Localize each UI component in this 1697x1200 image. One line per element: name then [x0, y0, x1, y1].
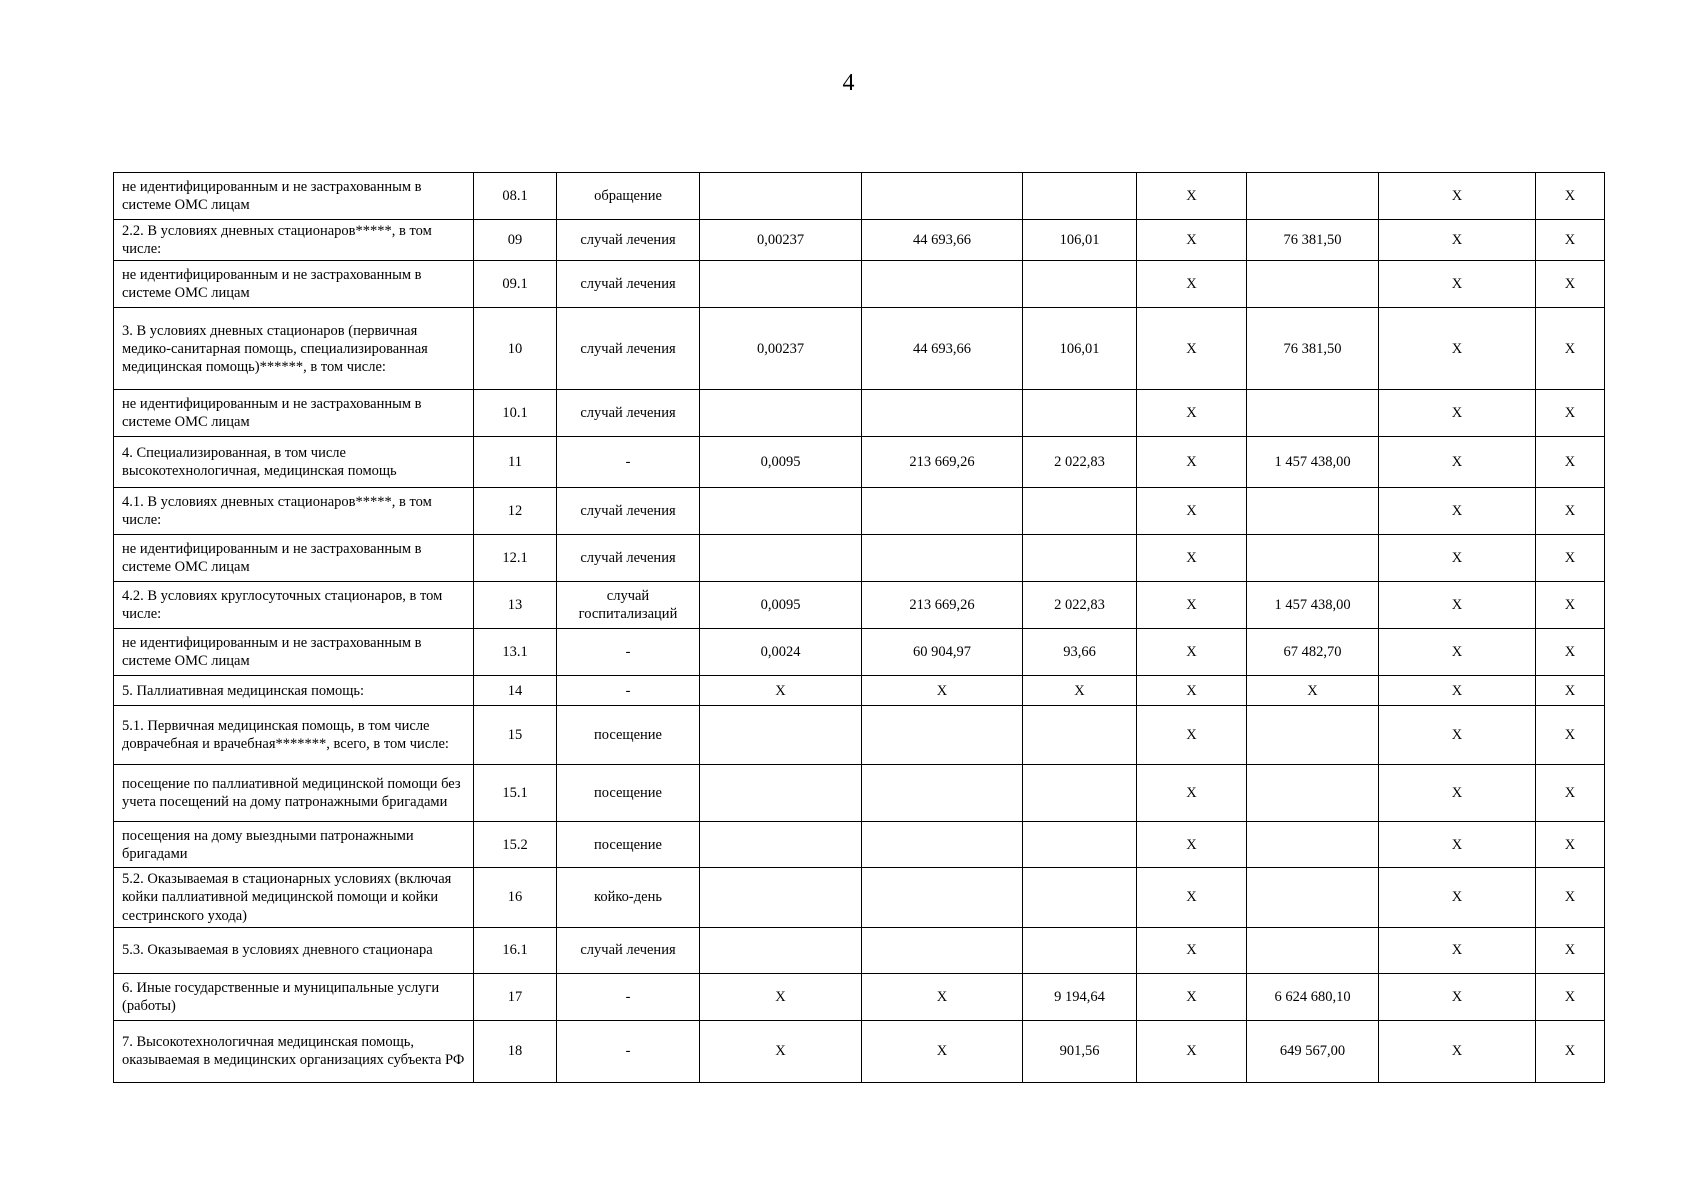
row-cost-cell	[862, 173, 1023, 220]
row-norm-cell	[700, 706, 862, 765]
row-per-capita-cell	[1023, 488, 1137, 535]
row-x-cell: X	[1379, 706, 1536, 765]
row-x-cell: X	[1536, 488, 1605, 535]
row-x-cell: X	[1536, 220, 1605, 261]
row-name-cell: 4.1. В условиях дневных стационаров*****, в том числе:	[114, 488, 474, 535]
row-x-cell: X	[1379, 488, 1536, 535]
row-code-cell: 11	[474, 437, 557, 488]
row-x-cell: X	[1379, 535, 1536, 582]
table-row	[114, 765, 1605, 822]
row-unit-cell: случай госпитализаций	[557, 582, 700, 629]
row-per-capita-cell: 106,01	[1023, 220, 1137, 261]
row-cost-cell	[862, 765, 1023, 822]
row-x-cell: X	[1536, 308, 1605, 390]
row-unit-cell: -	[557, 973, 700, 1020]
row-name-cell: не идентифицированным и не застрахованным в системе ОМС лицам	[114, 535, 474, 582]
row-norm-cell: 0,00237	[700, 308, 862, 390]
row-per-capita-cell: 93,66	[1023, 629, 1137, 676]
table-row	[114, 629, 1605, 676]
row-name-cell: посещения на дому выездными патронажными бригадами	[114, 822, 474, 868]
row-per-capita-cell	[1023, 765, 1137, 822]
row-name-cell: не идентифицированным и не застрахованным в системе ОМС лицам	[114, 629, 474, 676]
row-per-capita-cell	[1023, 706, 1137, 765]
row-name-cell: 5. Паллиативная медицинская помощь:	[114, 676, 474, 706]
row-x-cell: X	[1137, 220, 1247, 261]
row-norm-cell	[700, 535, 862, 582]
row-norm-cell	[700, 173, 862, 220]
row-x-cell: X	[1137, 1020, 1247, 1082]
table-row	[114, 676, 1605, 706]
row-code-cell: 10.1	[474, 390, 557, 437]
table-row	[114, 1020, 1605, 1082]
row-x-cell: X	[1379, 927, 1536, 973]
row-sum-cell	[1247, 927, 1379, 973]
row-sum-cell: 76 381,50	[1247, 220, 1379, 261]
row-unit-cell: случай лечения	[557, 390, 700, 437]
row-x-cell: X	[1536, 1020, 1605, 1082]
row-code-cell: 12	[474, 488, 557, 535]
row-norm-cell: 0,00237	[700, 220, 862, 261]
row-per-capita-cell: 2 022,83	[1023, 582, 1137, 629]
table-row	[114, 437, 1605, 488]
row-per-capita-cell	[1023, 173, 1137, 220]
row-x-cell: X	[1536, 765, 1605, 822]
row-sum-cell	[1247, 822, 1379, 868]
row-sum-cell	[1247, 706, 1379, 765]
row-unit-cell: -	[557, 1020, 700, 1082]
row-norm-cell	[700, 765, 862, 822]
row-unit-cell: случай лечения	[557, 488, 700, 535]
row-x-cell: X	[1137, 927, 1247, 973]
row-code-cell: 16.1	[474, 927, 557, 973]
row-x-cell: X	[1379, 390, 1536, 437]
row-x-cell: X	[1379, 173, 1536, 220]
row-code-cell: 14	[474, 676, 557, 706]
row-cost-cell: 60 904,97	[862, 629, 1023, 676]
row-cost-cell	[862, 261, 1023, 308]
row-norm-cell	[700, 868, 862, 927]
row-cost-cell: X	[862, 1020, 1023, 1082]
row-x-cell: X	[1137, 765, 1247, 822]
row-cost-cell: 44 693,66	[862, 308, 1023, 390]
row-name-cell: 7. Высокотехнологичная медицинская помощь, оказываемая в медицинских организациях субъекта РФ	[114, 1020, 474, 1082]
row-norm-cell	[700, 822, 862, 868]
row-name-cell: посещение по паллиативной медицинской помощи без учета посещений на дому патронажными бригадами	[114, 765, 474, 822]
row-x-cell: X	[1379, 582, 1536, 629]
row-x-cell: X	[1379, 1020, 1536, 1082]
row-x-cell: X	[1536, 437, 1605, 488]
row-unit-cell: -	[557, 629, 700, 676]
row-norm-cell	[700, 261, 862, 308]
row-cost-cell: X	[862, 676, 1023, 706]
row-x-cell: X	[1536, 582, 1605, 629]
row-x-cell: X	[1137, 629, 1247, 676]
row-norm-cell: 0,0095	[700, 582, 862, 629]
row-x-cell: X	[1379, 822, 1536, 868]
row-code-cell: 09.1	[474, 261, 557, 308]
table-row	[114, 973, 1605, 1020]
row-code-cell: 15	[474, 706, 557, 765]
row-x-cell: X	[1137, 676, 1247, 706]
row-unit-cell: -	[557, 437, 700, 488]
row-norm-cell: X	[700, 676, 862, 706]
row-code-cell: 10	[474, 308, 557, 390]
row-x-cell: X	[1379, 437, 1536, 488]
row-x-cell: X	[1536, 676, 1605, 706]
row-x-cell: X	[1137, 868, 1247, 927]
row-per-capita-cell: X	[1023, 676, 1137, 706]
row-x-cell: X	[1137, 706, 1247, 765]
table-row	[114, 582, 1605, 629]
row-name-cell: 4. Специализированная, в том числе высокотехнологичная, медицинская помощь	[114, 437, 474, 488]
row-x-cell: X	[1379, 676, 1536, 706]
row-code-cell: 17	[474, 973, 557, 1020]
row-per-capita-cell: 901,56	[1023, 1020, 1137, 1082]
table-row	[114, 535, 1605, 582]
row-sum-cell	[1247, 488, 1379, 535]
table-row	[114, 488, 1605, 535]
table-row	[114, 173, 1605, 220]
row-cost-cell	[862, 535, 1023, 582]
row-unit-cell: обращение	[557, 173, 700, 220]
row-per-capita-cell: 9 194,64	[1023, 973, 1137, 1020]
row-norm-cell: 0,0024	[700, 629, 862, 676]
row-per-capita-cell	[1023, 868, 1137, 927]
row-name-cell: не идентифицированным и не застрахованным в системе ОМС лицам	[114, 261, 474, 308]
row-unit-cell: случай лечения	[557, 927, 700, 973]
row-code-cell: 16	[474, 868, 557, 927]
row-x-cell: X	[1137, 822, 1247, 868]
row-sum-cell: 6 624 680,10	[1247, 973, 1379, 1020]
row-code-cell: 13.1	[474, 629, 557, 676]
row-sum-cell: 67 482,70	[1247, 629, 1379, 676]
row-code-cell: 18	[474, 1020, 557, 1082]
row-norm-cell: X	[700, 1020, 862, 1082]
row-x-cell: X	[1536, 629, 1605, 676]
row-x-cell: X	[1536, 173, 1605, 220]
row-name-cell: 2.2. В условиях дневных стационаров*****, в том числе:	[114, 220, 474, 261]
row-sum-cell	[1247, 765, 1379, 822]
row-x-cell: X	[1137, 437, 1247, 488]
row-x-cell: X	[1379, 973, 1536, 1020]
row-code-cell: 08.1	[474, 173, 557, 220]
row-x-cell: X	[1137, 173, 1247, 220]
row-sum-cell: 76 381,50	[1247, 308, 1379, 390]
row-x-cell: X	[1137, 582, 1247, 629]
row-per-capita-cell	[1023, 927, 1137, 973]
row-x-cell: X	[1137, 308, 1247, 390]
row-name-cell: 5.1. Первичная медицинская помощь, в том числе доврачебная и врачебная*******, всего, в том числе:	[114, 706, 474, 765]
row-sum-cell	[1247, 535, 1379, 582]
row-sum-cell: X	[1247, 676, 1379, 706]
row-x-cell: X	[1137, 390, 1247, 437]
row-x-cell: X	[1379, 261, 1536, 308]
row-x-cell: X	[1137, 261, 1247, 308]
row-name-cell: не идентифицированным и не застрахованным в системе ОМС лицам	[114, 390, 474, 437]
table-row	[114, 868, 1605, 927]
table-row	[114, 261, 1605, 308]
row-unit-cell: посещение	[557, 822, 700, 868]
row-code-cell: 09	[474, 220, 557, 261]
row-x-cell: X	[1536, 535, 1605, 582]
row-unit-cell: койко-день	[557, 868, 700, 927]
row-x-cell: X	[1536, 706, 1605, 765]
row-unit-cell: -	[557, 676, 700, 706]
row-name-cell: не идентифицированным и не застрахованным в системе ОМС лицам	[114, 173, 474, 220]
row-per-capita-cell	[1023, 390, 1137, 437]
row-sum-cell	[1247, 261, 1379, 308]
row-unit-cell: посещение	[557, 706, 700, 765]
row-x-cell: X	[1137, 488, 1247, 535]
row-per-capita-cell	[1023, 535, 1137, 582]
row-code-cell: 15.1	[474, 765, 557, 822]
row-x-cell: X	[1379, 868, 1536, 927]
row-cost-cell	[862, 706, 1023, 765]
page-number: 4	[842, 70, 855, 96]
row-x-cell: X	[1379, 765, 1536, 822]
row-norm-cell: X	[700, 973, 862, 1020]
row-unit-cell: случай лечения	[557, 261, 700, 308]
row-cost-cell: 213 669,26	[862, 437, 1023, 488]
row-cost-cell	[862, 822, 1023, 868]
row-sum-cell	[1247, 868, 1379, 927]
row-x-cell: X	[1536, 927, 1605, 973]
row-x-cell: X	[1536, 868, 1605, 927]
tariff-table	[113, 172, 1605, 1083]
row-x-cell: X	[1379, 308, 1536, 390]
row-name-cell: 5.3. Оказываемая в условиях дневного стационара	[114, 927, 474, 973]
row-name-cell: 4.2. В условиях круглосуточных стационаров, в том числе:	[114, 582, 474, 629]
row-cost-cell	[862, 488, 1023, 535]
table-row	[114, 220, 1605, 261]
row-norm-cell	[700, 390, 862, 437]
row-x-cell: X	[1379, 220, 1536, 261]
row-x-cell: X	[1536, 261, 1605, 308]
row-code-cell: 12.1	[474, 535, 557, 582]
row-per-capita-cell: 106,01	[1023, 308, 1137, 390]
row-unit-cell: посещение	[557, 765, 700, 822]
table-row	[114, 927, 1605, 973]
row-norm-cell: 0,0095	[700, 437, 862, 488]
row-x-cell: X	[1137, 535, 1247, 582]
row-unit-cell: случай лечения	[557, 308, 700, 390]
row-sum-cell: 1 457 438,00	[1247, 582, 1379, 629]
row-unit-cell: случай лечения	[557, 220, 700, 261]
row-name-cell: 5.2. Оказываемая в стационарных условиях (включая койки паллиативной медицинской помощи и койки сестринского ухода)	[114, 868, 474, 927]
table-row	[114, 390, 1605, 437]
row-x-cell: X	[1137, 973, 1247, 1020]
row-cost-cell: 44 693,66	[862, 220, 1023, 261]
row-name-cell: 6. Иные государственные и муниципальные услуги (работы)	[114, 973, 474, 1020]
row-cost-cell: 213 669,26	[862, 582, 1023, 629]
row-sum-cell: 1 457 438,00	[1247, 437, 1379, 488]
row-norm-cell	[700, 927, 862, 973]
row-x-cell: X	[1379, 629, 1536, 676]
row-per-capita-cell	[1023, 261, 1137, 308]
row-name-cell: 3. В условиях дневных стационаров (первичная медико-санитарная помощь, специализированная медицинская помощь)******, в том числе:	[114, 308, 474, 390]
row-sum-cell: 649 567,00	[1247, 1020, 1379, 1082]
row-code-cell: 13	[474, 582, 557, 629]
row-sum-cell	[1247, 390, 1379, 437]
row-code-cell: 15.2	[474, 822, 557, 868]
row-per-capita-cell	[1023, 822, 1137, 868]
row-cost-cell: X	[862, 973, 1023, 1020]
table-row	[114, 706, 1605, 765]
row-cost-cell	[862, 390, 1023, 437]
row-per-capita-cell: 2 022,83	[1023, 437, 1137, 488]
row-x-cell: X	[1536, 822, 1605, 868]
row-x-cell: X	[1536, 390, 1605, 437]
row-norm-cell	[700, 488, 862, 535]
table-row	[114, 308, 1605, 390]
row-unit-cell: случай лечения	[557, 535, 700, 582]
row-cost-cell	[862, 868, 1023, 927]
row-cost-cell	[862, 927, 1023, 973]
row-sum-cell	[1247, 173, 1379, 220]
row-x-cell: X	[1536, 973, 1605, 1020]
table-row	[114, 822, 1605, 868]
